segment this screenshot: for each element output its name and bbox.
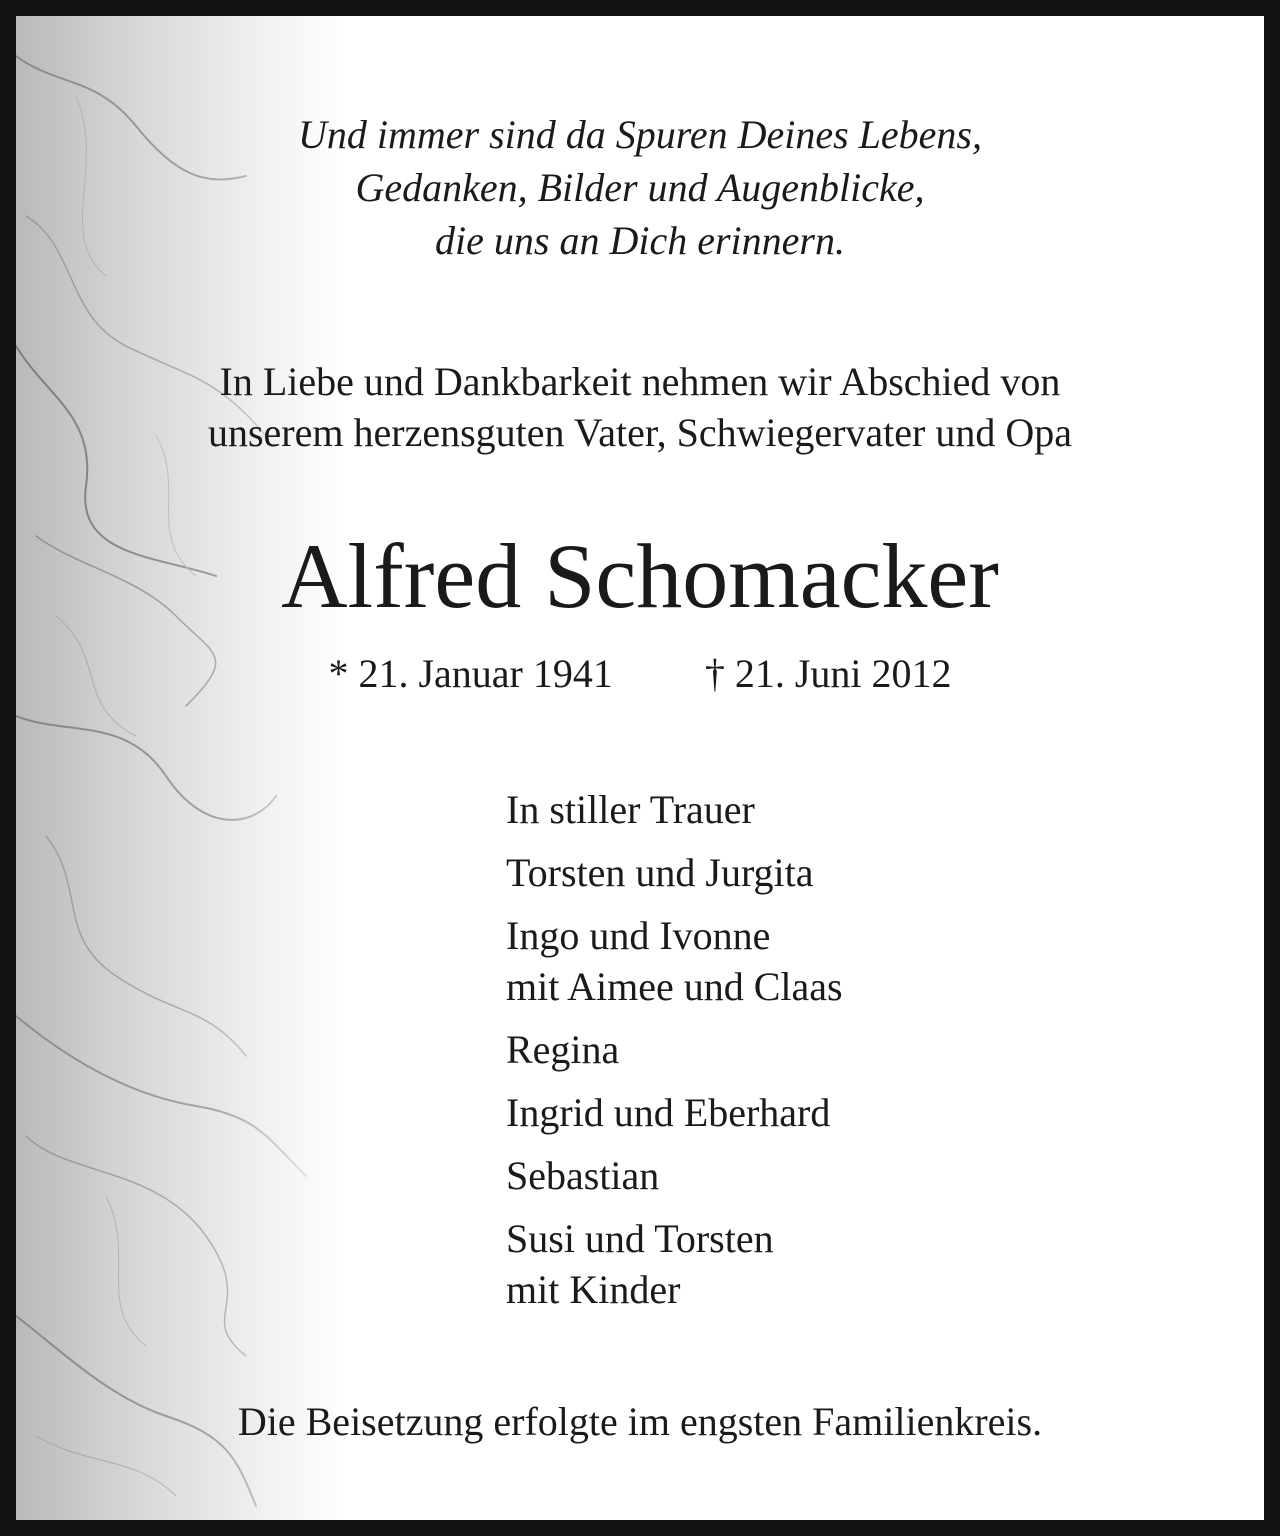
mourner-line: Torsten und Jurgita [506,850,814,895]
verse-line: die uns an Dich erinnern. [435,218,845,263]
life-dates [16,648,1264,700]
farewell-line: unserem herzensguten Vater, Schwiegervater und Opa [207,410,1072,455]
mourner-line: mit Aimee und Claas [506,964,843,1009]
mourner-line: Susi und Torsten [506,1216,774,1261]
mourner-entry [506,847,843,898]
verse-line: Und immer sind da Spuren Deines Lebens, [297,112,982,157]
mourners-list [506,784,843,1327]
farewell-text [16,356,1264,458]
mourner-entry [506,1150,843,1201]
mourner-line: Ingo und Ivonne [506,913,771,958]
farewell-line: In Liebe und Dankbarkeit nehmen wir Abschied von [219,359,1061,404]
burial-note: Die Beisetzung erfolgte im engsten Familienkreis. [237,1399,1043,1444]
birth-date: * 21. Januar 1941 [328,651,613,696]
deceased-name: Alfred Schomacker [281,525,999,627]
mourner-entry [506,1024,843,1075]
mourner-line: Regina [506,1027,620,1072]
mourner-entry [506,1087,843,1138]
mourning-intro: In stiller Trauer [506,787,755,832]
notice-content [16,16,1264,1520]
mourner-line: mit Kinder [506,1267,681,1312]
mourner-entry [506,910,843,1012]
verse-line: Gedanken, Bilder und Augenblicke, [355,165,925,210]
mourner-line: Sebastian [506,1153,660,1198]
death-date: † 21. Juni 2012 [704,651,952,696]
mourner-entry [506,1213,843,1315]
mourner-line: Ingrid und Eberhard [506,1090,831,1135]
memorial-verse [16,108,1264,267]
